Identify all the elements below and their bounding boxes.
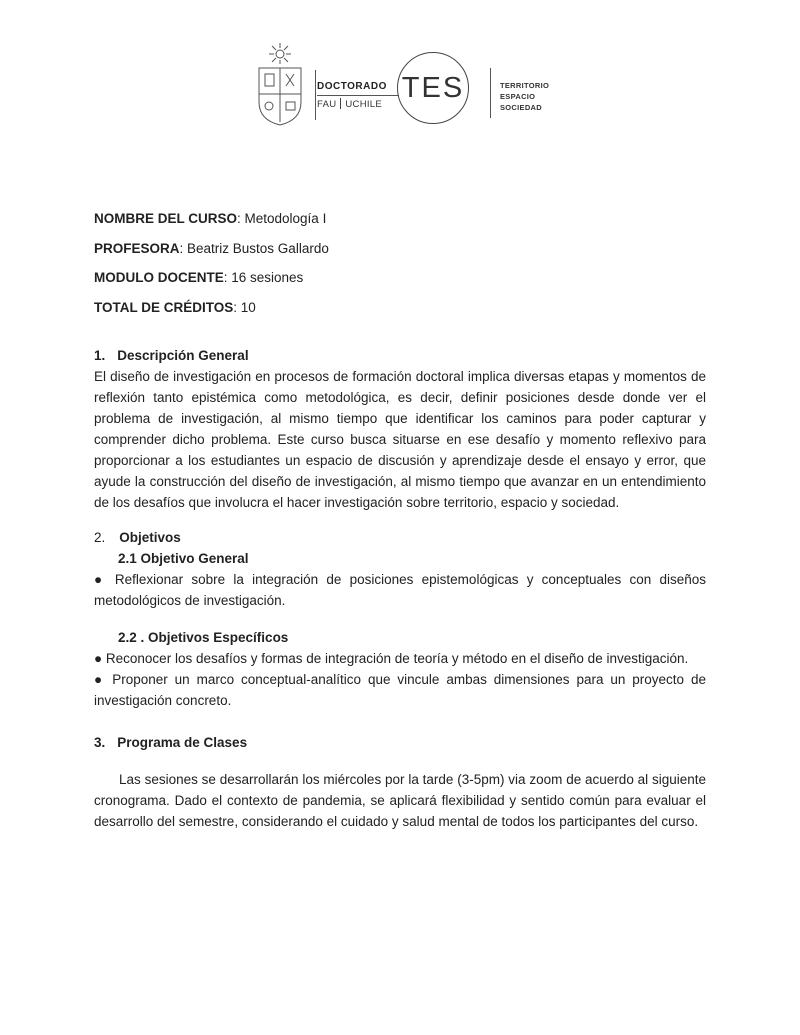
general-objective-bullet: ● Reflexionar sobre la integración de posiciones epistemológicas y conceptuales con diseños metodológicos de investigación. xyxy=(94,572,706,608)
module xyxy=(94,267,303,288)
section-title: Programa de Clases xyxy=(117,735,248,750)
divider-line xyxy=(317,95,399,96)
credits-value: : 10 xyxy=(233,300,256,315)
section-program xyxy=(94,732,706,832)
divider-line xyxy=(490,68,491,118)
section-number: 3. xyxy=(94,735,106,750)
word-espacio: ESPACIO xyxy=(500,92,536,101)
prof-value: : Beatriz Bustos Gallardo xyxy=(179,241,329,256)
section-title: Objetivos xyxy=(119,530,181,545)
prof-label: PROFESORA xyxy=(94,241,180,256)
section-heading xyxy=(94,345,706,366)
section-objectives xyxy=(94,527,706,711)
credits-label: TOTAL DE CRÉDITOS xyxy=(94,300,234,315)
section-number: 2. xyxy=(94,530,106,545)
course-name xyxy=(94,208,326,229)
program-paragraph: Las sesiones se desarrollarán los miércoles por la tarde (3-5pm) via zoom de acuerdo al siguiente cronograma. Dado el contexto de pandemia, se aplicará flexibilidad y sentido común para evaluar el desarrollo del semestre, considerando el cuidado y salud mental de todos los participantes del curso. xyxy=(94,772,706,829)
subsection-heading: 2.2 . Objetivos Específicos xyxy=(118,630,289,645)
specific-objective-bullet: ● Reconocer los desafíos y formas de integración de teoría y método en el diseño de investigación. xyxy=(94,651,689,666)
description-paragraph: El diseño de investigación en procesos de formación doctoral implica diversas etapas y momentos de reflexión tanto epistémica como metodológica, es decir, definir posiciones desde donde ver el problema de investigación, al mismo tiempo que identificar los caminos para poder capturar y comprender dicho problema. Este curso busca situarse en ese desafío y momento reflexivo para proporcionar a los estudiantes un espacio de discusión y aprendizaje desde el ensayo y error, que ayude la construcción del diseño de investigación, al mismo tiempo que avanzar en un entendimiento de los desafíos que involucra el hacer investigación sobre territorio, espacio y sociedad. xyxy=(94,369,706,510)
professor xyxy=(94,238,329,259)
section-heading xyxy=(94,527,706,548)
section-description xyxy=(94,345,706,513)
module-label: MODULO DOCENTE xyxy=(94,270,224,285)
divider-line xyxy=(315,70,316,120)
section-heading xyxy=(94,732,706,753)
tes-words xyxy=(500,80,549,113)
tes-text: TES xyxy=(401,71,465,104)
course-value: : Metodología I xyxy=(237,211,327,226)
doctorado-label: DOCTORADO xyxy=(317,81,387,92)
course-label: NOMBRE DEL CURSO xyxy=(94,211,238,226)
word-territorio: TERRITORIO xyxy=(500,81,550,90)
word-sociedad: SOCIEDAD xyxy=(500,103,542,112)
section-title: Descripción General xyxy=(117,348,249,363)
specific-objective-bullet: ● Proponer un marco conceptual-analítico que vincule ambas dimensiones para un proyecto de investigación concreto. xyxy=(94,672,706,708)
university-crest-icon xyxy=(255,42,305,126)
subsection-heading: 2.1 Objetivo General xyxy=(118,551,249,566)
header-logo xyxy=(255,40,575,130)
module-value: : 16 sesiones xyxy=(223,270,304,285)
credits xyxy=(94,297,256,318)
fau-uchile-label xyxy=(317,98,382,110)
uchile-text: UCHILE xyxy=(345,99,383,110)
tes-logo xyxy=(397,52,469,124)
fau-text: FAU xyxy=(317,99,337,110)
section-number: 1. xyxy=(94,348,106,363)
